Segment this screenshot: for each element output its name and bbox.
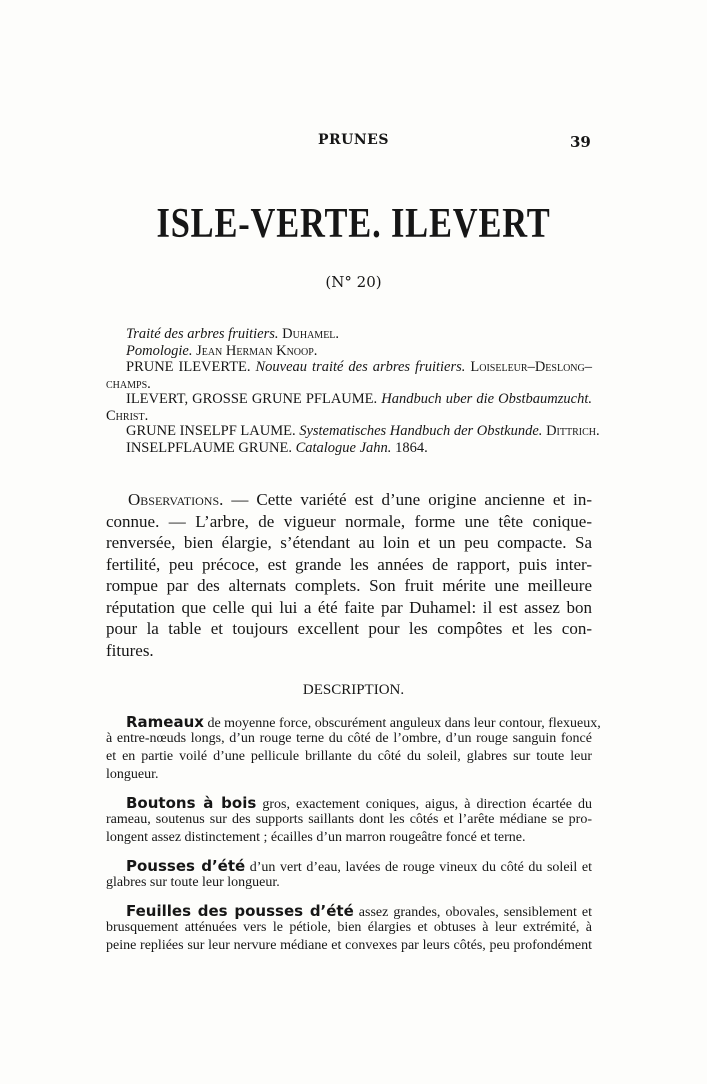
- text-line: [106, 533, 592, 553]
- text-line: [126, 902, 592, 921]
- synonym-segment: Duhamel.: [278, 326, 340, 342]
- text-line: [126, 391, 592, 408]
- description-text: brusquement atténuées vers le pétiole, bien élargies et obtuses à leur extrémité, à: [106, 920, 592, 935]
- synonym-segment: GRUNE INSELPF LAUME.: [126, 423, 300, 439]
- synonym-segment: champs.: [106, 376, 151, 392]
- text-line: [106, 619, 592, 639]
- observations-text: réputation que celle qui lui a été faite par Duhamel: il est assez bon: [106, 597, 592, 617]
- text-line: [106, 920, 592, 936]
- observations-label: Observations.: [128, 490, 224, 509]
- description-text: peine repliées sur leur nervure médiane et convexes par leurs côtés, peu profondément: [106, 938, 592, 953]
- text-line: [126, 343, 592, 360]
- text-line: [126, 857, 592, 876]
- text-line: [126, 713, 601, 732]
- text-line: [106, 555, 592, 575]
- observations-text: fertilité, peu précoce, est grande les années de rapport, puis inter-: [106, 554, 592, 574]
- text-line: [106, 512, 592, 532]
- observations-text: renversée, bien élargie, s’étendant au loin et un peu compacte. Sa: [106, 533, 592, 552]
- synonym-segment: PRUNE ILEVERTE.: [126, 359, 256, 375]
- observations-text: fitures.: [106, 640, 154, 660]
- synonym-segment: 1864.: [391, 440, 428, 456]
- text-line: [106, 641, 592, 661]
- text-line: [128, 490, 592, 510]
- text-line: [106, 830, 592, 846]
- text-line: [126, 440, 592, 457]
- text-line: [106, 598, 592, 618]
- description-text: longueur.: [106, 767, 159, 782]
- synonym-segment: Pomologie.: [126, 343, 193, 359]
- description-term: Feuilles des pousses d’été: [126, 902, 354, 920]
- synonym-segment: Christ.: [106, 408, 149, 424]
- synonym-segment: INSELPFLAUME GRUNE.: [126, 440, 296, 456]
- observations-text: connue. — L’arbre, de vigueur normale, forme une tête conique-: [106, 511, 592, 531]
- synonym-segment: Nouveau traité des arbres fruitiers.: [255, 359, 466, 375]
- text-line: [106, 749, 592, 765]
- description-text: et en partie voilé d’une pellicule brillante du côté du soleil, glabres sur toute leur: [106, 749, 592, 764]
- description-text: assez grandes, obovales, sensiblement et: [353, 905, 592, 920]
- synonym-segment: Jean Herman Knoop.: [192, 343, 318, 359]
- description-term: Boutons à bois: [126, 794, 257, 812]
- text-line: [106, 938, 592, 954]
- variety-number: (N° 20): [325, 273, 382, 291]
- text-line: [126, 359, 592, 376]
- description-text: glabres sur toute leur longueur.: [106, 875, 280, 890]
- text-line: [106, 767, 592, 783]
- text-line: [106, 576, 592, 596]
- description-text: rameau, soutenus sur des supports saillants dont les côtés et l’arête médiane se pro-: [106, 812, 592, 827]
- synonym-segment: ILEVERT, GROSSE GRUNE PFLAUME.: [126, 391, 382, 407]
- observations-text: pour la table et toujours excellent pour les compôtes et les con-: [106, 619, 592, 638]
- page-title: ISLE-VERTE. ILEVERT: [156, 201, 551, 247]
- description-text: de moyenne force, obscurément anguleux dans leur contour, flexueux,: [203, 716, 601, 731]
- text-line: [126, 423, 600, 440]
- page-number: 39: [570, 133, 591, 151]
- synonym-segment: Traité des arbres fruitiers.: [126, 326, 279, 342]
- synonym-segment: Dittrich.: [542, 423, 600, 439]
- synonym-segment: Loiseleur–Deslong–: [465, 359, 592, 375]
- description-text: longent assez distinctement ; écailles d’un marron rougeâtre foncé et terne.: [106, 830, 526, 845]
- synonym-segment: Handbuch uber die Obstbaumzucht.: [381, 391, 593, 407]
- observations-text: rompue par des alternats complets. Son fruit mérite une meilleure: [106, 576, 592, 595]
- text-line: [126, 326, 592, 343]
- description-text: d’un vert d’eau, lavées de rouge vineux du côté du soleil et: [245, 860, 592, 875]
- text-line: [126, 794, 592, 813]
- text-line: [106, 875, 592, 891]
- description-heading: DESCRIPTION.: [302, 682, 405, 698]
- observations-text: — Cette variété est d’une origine ancienne et in-: [223, 490, 592, 509]
- running-header: PRUNES: [318, 132, 389, 148]
- text-line: [106, 812, 592, 828]
- synonym-segment: Systematisches Handbuch der Obstkunde.: [299, 423, 543, 439]
- text-line: [106, 731, 592, 747]
- description-text: gros, exactement coniques, aigus, à direction écartée du: [256, 797, 592, 812]
- synonym-segment: Catalogue Jahn.: [295, 440, 392, 456]
- description-term: Rameaux: [126, 713, 204, 731]
- description-term: Pousses d’été: [126, 857, 246, 875]
- description-text: à entre-nœuds longs, d’un rouge terne du côté de l’ombre, d’un rouge sanguin foncé: [106, 731, 592, 746]
